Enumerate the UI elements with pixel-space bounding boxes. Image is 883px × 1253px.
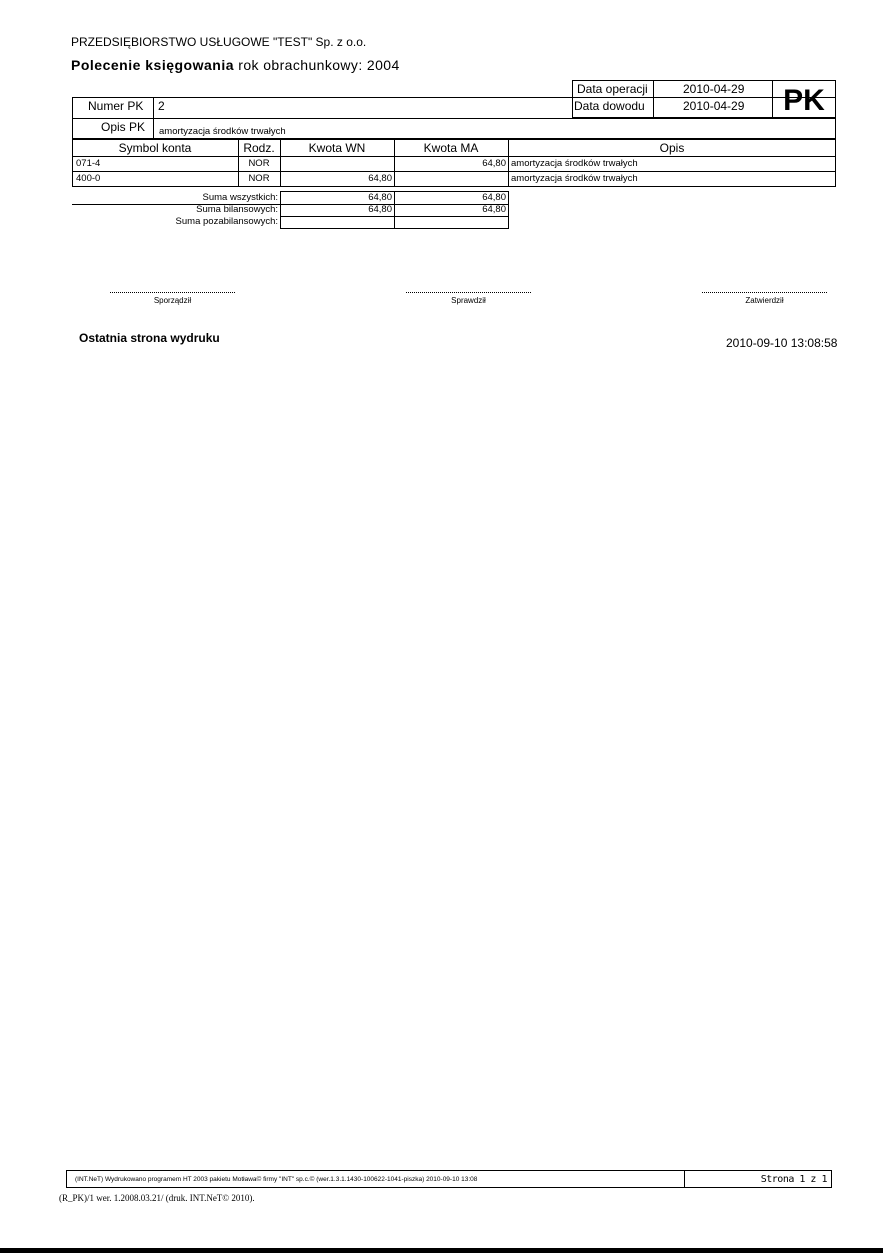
operation-date-value: 2010-04-29 (683, 82, 745, 96)
signature-line-prepared (110, 292, 235, 293)
last-page-note: Ostatnia strona wydruku (79, 331, 220, 345)
pk-number-label: Numer PK (88, 99, 144, 113)
sum-all-credit: 64,80 (482, 192, 506, 203)
pk-number-value: 2 (158, 99, 165, 113)
signature-line-approved (702, 292, 827, 293)
footer-program-info: (INT.NeT) Wydrukowano programem HT 2003 pakietu Motława© firmy "INT" sp.c.© (wer.1.3.1.1430-100622-1041-piszka) 2010-09-10 13:08 (75, 1176, 478, 1183)
row1-type: NOR (248, 158, 270, 169)
printed-timestamp: 2010-09-10 13:08:58 (726, 336, 838, 350)
pk-header-box (72, 97, 836, 139)
row2-debit: 64,80 (368, 173, 392, 184)
row1-credit: 64,80 (482, 158, 506, 169)
sum-balance-credit: 64,80 (482, 204, 506, 215)
document-title (71, 57, 400, 73)
row2-desc: amortyzacja środków trwałych (511, 173, 638, 184)
row1-desc: amortyzacja środków trwałych (511, 158, 638, 169)
sum-all-label: Suma wszystkich: (202, 192, 278, 203)
row2-symbol: 400-0 (76, 173, 101, 184)
col-header-desc: Opis (659, 141, 685, 155)
sum-balance-debit: 64,80 (368, 204, 392, 215)
sums-block (72, 191, 509, 229)
document-date-value: 2010-04-29 (683, 99, 745, 113)
sum-offbalance-label: Suma pozabilansowych: (175, 216, 278, 227)
bottom-bar (0, 1248, 883, 1253)
row2-type: NOR (248, 173, 270, 184)
document-date-label: Data dowodu (574, 99, 645, 113)
sum-balance-label: Suma bilansowych: (196, 204, 278, 215)
doc-type-code: PK (783, 84, 825, 117)
footer-page-number: Strona 1 z 1 (760, 1174, 827, 1185)
title-main: Polecenie księgowania (71, 57, 235, 73)
entries-table (72, 139, 836, 187)
sum-all-debit: 64,80 (368, 192, 392, 203)
col-header-credit: Kwota MA (423, 141, 479, 155)
operation-date-label: Data operacji (577, 82, 648, 96)
signature-prepared-label: Sporządził (153, 296, 192, 305)
title-fiscal-year: rok obrachunkowy: 2004 (234, 57, 400, 73)
row1-symbol: 071-4 (76, 158, 101, 169)
col-header-symbol: Symbol konta (118, 141, 192, 155)
col-header-debit: Kwota WN (308, 141, 366, 155)
col-header-type: Rodz. (243, 141, 275, 155)
footer-version-note: (R_PK)/1 wer. 1.2008.03.21/ (druk. INT.NeT© 2010). (59, 1193, 255, 1203)
footer-box (66, 1170, 832, 1188)
signature-approved-label: Zatwierdził (745, 296, 784, 305)
pk-desc-value: amortyzacja środków trwałych (159, 126, 286, 137)
signature-line-checked (406, 292, 531, 293)
company-name: PRZEDSIĘBIORSTWO USŁUGOWE "TEST" Sp. z o.o. (71, 35, 367, 49)
pk-desc-label: Opis PK (101, 120, 146, 134)
signature-checked-label: Sprawdził (451, 296, 486, 305)
